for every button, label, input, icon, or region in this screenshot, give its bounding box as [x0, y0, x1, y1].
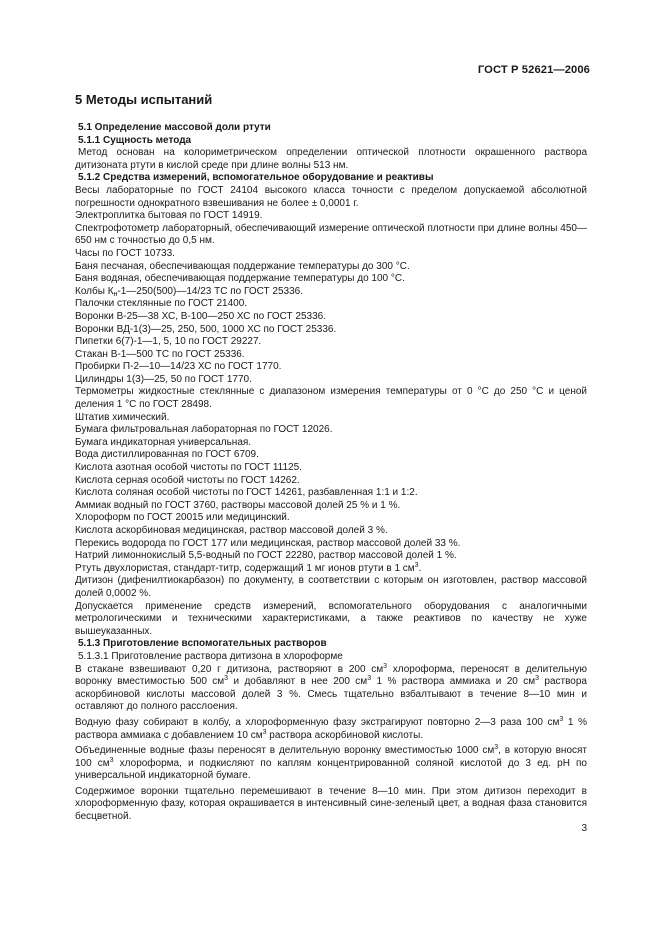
paragraph-water-phase: Водную фазу собирают в колбу, а хлороформенную фазу экстрагируют повторно 2—3 раза 100 $см^3$ 1 % раствора аммиака с добавлением 10 $см^3$ раствора аскорбиновой кислоты.	[75, 715, 588, 741]
list-item: Пробирки П-2—10—14/23 ХС по ГОСТ 1770.	[75, 361, 282, 373]
subsection-heading-5-1-3-1: 5.1.3.1 Приготовление раствора дитизона в хлороформе	[78, 650, 343, 662]
page-content	[75, 92, 587, 824]
document-code: ГОСТ Р 52621—2006	[477, 64, 590, 76]
paragraph-method-essence-text: Метод основан на колориметрическом определении оптической плотности окрашенного раствора дитизоната ртути в кислой среде при длине волны 513 нм.	[75, 147, 587, 171]
list-item: Допускается применение средств измерений, вспомогательного оборудования с аналогичными метрологическими и техническими характеристиками, а также реактивов по качеству не хуже вышеуказанных.	[75, 600, 587, 637]
subsection-heading-5-1-2: 5.1.2 Средства измерений, вспомогательное оборудование и реактивы	[78, 172, 434, 184]
list-item: Стакан В-1—500 ТС по ГОСТ 25336.	[75, 348, 245, 360]
list-item: Хлороформ по ГОСТ 20015 или медицинский.	[75, 512, 290, 524]
paragraph-method-essence	[75, 147, 587, 172]
subsection-heading-5-1-1: 5.1.1 Сущность метода	[78, 134, 192, 146]
paragraph-combined-phases: Объединенные водные фазы переносят в делительную воронку вместимостью 1000 $см^3$, в которую вносят 100 $см^3$ хлороформа, и подкисляют по каплям концентрированной соляной кислотой до 3 ед. рН по универсальной индикаторной бумаге.	[75, 744, 588, 782]
list-item: Термометры жидкостные стеклянные с диапазоном измерения температуры от 0 °С до 250 °С и ценой деления 1 °С по ГОСТ 28498.	[75, 386, 587, 411]
list-item: Кислота азотная особой чистоты по ГОСТ 11125.	[75, 462, 302, 474]
list-item: Перекись водорода по ГОСТ 177 или медицинская, раствор массовой долей 33 %.	[75, 537, 461, 549]
list-item: Электроплитка бытовая по ГОСТ 14919.	[75, 210, 263, 222]
subsection-heading-5-1: 5.1 Определение массовой доли ртути	[78, 122, 271, 133]
list-item: Кислота серная особой чистоты по ГОСТ 14262.	[75, 474, 300, 486]
page-number: 3	[581, 823, 587, 834]
list-item: Воронки ВД-1(3)—25, 250, 500, 1000 ХС по ГОСТ 25336.	[75, 323, 337, 335]
list-item: Натрий лимоннокислый 5,5-водный по ГОСТ 22280, раствор массовой долей 1 %.	[75, 550, 457, 562]
list-item: Бумага фильтровальная лабораторная по ГОСТ 12026.	[75, 424, 333, 436]
list-item: Баня песчаная, обеспечивающая поддержание температуры до 300 °С.	[75, 260, 410, 272]
list-item: Аммиак водный по ГОСТ 3760, растворы массовой долей 25 % и 1 %.	[75, 499, 401, 511]
list-item: Цилиндры 1(3)—25, 50 по ГОСТ 1770.	[75, 373, 252, 385]
list-item: Кислота соляная особой чистоты по ГОСТ 14261, разбавленная 1:1 и 1:2.	[75, 487, 418, 499]
subsection-heading-5-1-3: 5.1.3 Приготовление вспомогательных растворов	[78, 638, 327, 650]
list-item: Кислота аскорбиновая медицинская, раствор массовой долей 3 %.	[75, 525, 388, 536]
list-item: Колбы $К_н-1—250(500)—14/23$ ТС по ГОСТ 25336.	[75, 285, 303, 298]
list-item: Вода дистиллированная по ГОСТ 6709.	[75, 449, 259, 461]
section-title: 5 Методы испытаний	[75, 92, 213, 107]
list-item: Баня водяная, обеспечивающая поддержание температуры до 100 °С.	[75, 273, 405, 285]
list-item: Палочки стеклянные по ГОСТ 21400.	[75, 298, 248, 310]
list-item: Бумага индикаторная универсальная.	[75, 436, 252, 448]
list-item: Спектрофотометр лабораторный, обеспечивающий измерение оптической плотности при длине волны 450—650 нм с точностью до 0,5 нм.	[75, 222, 587, 247]
list-item: Весы лабораторные по ГОСТ 24104 высокого класса точности с пределом допускаемой абсолютной погрешности однократного взвешивания не более ± 0,0001 г.	[75, 184, 587, 209]
paragraph-dithizone-prep: В стакане взвешивают 0,20 г дитизона, растворяют в 200 $см^3$ хлороформа, переносят в делительную воронку вместимостью 500 $см^3$ и добавляют в нее 200 $см^3$ 1 % раствора аммиака и 20 $см^3$ раствора аскорбиновой кислоты массовой долей 3 %. Смесь тщательно взбалтывают в течение 8—10 мин и оставляют до полного расслоения.	[75, 662, 587, 713]
list-item: Дитизон (дифенилтиокарбазон) по документу, в соответствии с которым он изготовлен, раствор массовой долей 0,0002 %.	[75, 575, 587, 599]
list-item: Ртуть двухлористая, стандарт-титр, содержащий 1 мг ионов ртути в 1 $см^3$.	[75, 561, 422, 574]
list-item: Часы по ГОСТ 10733.	[75, 247, 175, 259]
paragraph-mixing: Содержимое воронки тщательно перемешивают в течение 8—10 мин. При этом дитизон переходит в хлороформенную фазу, которая окрашивается в интенсивный сине-зеленый цвет, а водная фаза становится бесцветной.	[75, 785, 587, 823]
list-item: Воронки В-25—38 ХС, В-100—250 ХС по ГОСТ 25336.	[75, 310, 326, 322]
list-item: Пипетки 6(7)-1—1, 5, 10 по ГОСТ 29227.	[75, 336, 262, 348]
list-item: Штатив химический.	[75, 411, 170, 423]
